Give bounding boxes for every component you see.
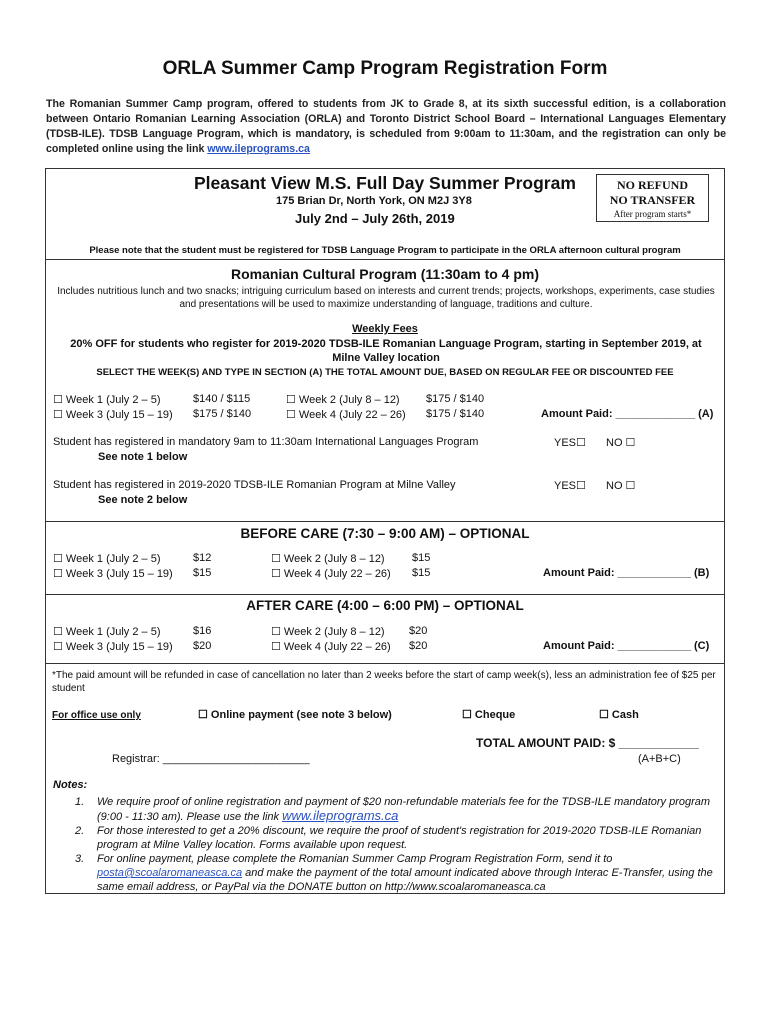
amount-paid-a[interactable] — [541, 408, 713, 420]
tdsb-requirement-note: Please note that the student must be registered for TDSB Language Program to participate in the ORLA afternoon cultural program — [89, 245, 681, 256]
q1-yes-checkbox[interactable]: YES☐ — [554, 437, 586, 449]
q2-yes-checkbox[interactable]: YES☐ — [554, 480, 586, 492]
before-week-1-fee: $12 — [193, 552, 212, 564]
program-dates: July 2nd – July 26th, 2019 — [295, 211, 455, 226]
note-3-number: 3. — [75, 853, 85, 865]
after-week-3-checkbox[interactable]: ☐ Week 3 (July 15 – 19) — [53, 641, 173, 653]
after-week-4-checkbox[interactable]: ☐ Week 4 (July 22 – 26) — [271, 641, 391, 653]
amount-paid-b[interactable] — [543, 567, 709, 579]
note-1 — [53, 795, 718, 824]
divider — [46, 259, 724, 260]
no-refund-box — [596, 174, 709, 222]
before-week-3-fee: $15 — [193, 567, 212, 579]
refund-note: *The paid amount will be refunded in case of cancellation no later than 2 weeks before the start of camp week(s), less an administration fee of $25 per student — [52, 670, 716, 694]
after-week-4-fee: $20 — [409, 640, 428, 652]
intro-paragraph — [46, 97, 726, 157]
note-2-number: 2. — [75, 825, 85, 837]
discount-text: 20% OFF for students who register for 2019-2020 TDSB-ILE Romanian Language Program, starting in September 2019, at Milne Valley location — [70, 338, 702, 364]
program-address: 175 Brian Dr, North York, ON M2J 3Y8 — [276, 195, 472, 207]
question-romanian-registration: Student has registered in 2019-2020 TDSB-ILE Romanian Program at Milne Valley — [53, 479, 456, 491]
after-week-1-checkbox[interactable]: ☐ Week 1 (July 2 – 5) — [53, 626, 161, 638]
note-3 — [53, 852, 718, 894]
cultural-week-3-fee: $175 / $140 — [193, 408, 252, 420]
total-amount-paid[interactable]: TOTAL AMOUNT PAID: $ ____________ — [476, 736, 699, 750]
after-week-3-fee: $20 — [193, 640, 212, 652]
cultural-description: Includes nutritious lunch and two snacks; intriguing curriculum based on interests and current trends; projects, workshops, experiments, case studies and presentations will be used to maximize understanding of language, traditions and culture. — [57, 286, 715, 310]
email-link[interactable]: posta@scoalaromaneasca.ca — [97, 867, 243, 879]
after-care-heading: AFTER CARE (4:00 – 6:00 PM) – OPTIONAL — [246, 598, 524, 613]
office-use-label: For office use only — [52, 710, 141, 721]
no-refund-text: NO REFUND — [617, 178, 688, 192]
after-week-1-fee: $16 — [193, 625, 212, 637]
amount-paid-c[interactable] — [543, 640, 709, 652]
before-week-3-checkbox[interactable]: ☐ Week 3 (July 15 – 19) — [53, 568, 173, 580]
selection-instruction: SELECT THE WEEK(S) AND TYPE IN SECTION (A) THE TOTAL AMOUNT DUE, BASED ON REGULAR FEE OR DISCOUNTED FEE — [96, 367, 674, 378]
amount-paid-a-text: Amount Paid: _____________ (A) — [541, 408, 714, 420]
cultural-week-2-checkbox[interactable]: ☐ Week 2 (July 8 – 12) — [286, 394, 400, 406]
before-care-heading: BEFORE CARE (7:30 – 9:00 AM) – OPTIONAL — [240, 526, 530, 541]
online-payment-checkbox[interactable]: ☐ Online payment (see note 3 below) — [198, 709, 392, 721]
before-week-2-fee: $15 — [412, 552, 431, 564]
program-title: Pleasant View M.S. Full Day Summer Program — [194, 173, 576, 193]
notes-list — [53, 795, 718, 894]
note-3-text-a: For online payment, please complete the Romanian Summer Camp Program Registration Form, send it to — [97, 853, 613, 865]
cultural-week-2-fee: $175 / $140 — [426, 393, 485, 405]
no-transfer-text: NO TRANSFER — [609, 193, 696, 207]
cultural-week-4-fee: $175 / $140 — [426, 408, 485, 420]
weekly-fees-title: Weekly Fees — [352, 323, 418, 335]
amount-paid-c-text: Amount Paid: ____________ (C) — [543, 640, 710, 652]
notes-heading: Notes: — [53, 779, 88, 791]
note-2 — [53, 824, 718, 852]
note-1-ileprograms-link[interactable]: www.ileprograms.ca — [282, 808, 399, 823]
after-program-text: After program starts* — [613, 209, 692, 219]
cheque-checkbox[interactable]: ☐ Cheque — [462, 709, 516, 721]
note-1-number: 1. — [75, 796, 85, 808]
cash-checkbox[interactable]: ☐ Cash — [599, 709, 639, 721]
q1-no-checkbox[interactable]: NO ☐ — [606, 437, 636, 449]
cultural-week-3-checkbox[interactable]: ☐ Week 3 (July 15 – 19) — [53, 409, 173, 421]
cultural-week-1-checkbox[interactable]: ☐ Week 1 (July 2 – 5) — [53, 394, 161, 406]
see-note-1: See note 1 below — [98, 451, 188, 463]
total-formula: (A+B+C) — [638, 753, 681, 765]
divider — [46, 594, 724, 595]
after-week-2-fee: $20 — [409, 625, 428, 637]
question-ile-registration: Student has registered in mandatory 9am to 11:30am International Languages Program — [53, 436, 479, 448]
cultural-week-1-fee: $140 / $115 — [193, 393, 251, 405]
before-week-2-checkbox[interactable]: ☐ Week 2 (July 8 – 12) — [271, 553, 385, 565]
ileprograms-link[interactable]: www.ileprograms.ca — [207, 143, 310, 155]
cultural-week-4-checkbox[interactable]: ☐ Week 4 (July 22 – 26) — [286, 409, 406, 421]
cultural-heading: Romanian Cultural Program (11:30am to 4 pm) — [230, 266, 540, 282]
before-week-1-checkbox[interactable]: ☐ Week 1 (July 2 – 5) — [53, 553, 161, 565]
note-3-text-b: and make the payment of the total amount indicated above through Interac E-Transfer, using the same email address, or PayPal via the DONATE button on http://www.scoalaromaneasca.ca — [97, 867, 713, 893]
before-week-4-fee: $15 — [412, 567, 431, 579]
registrar-field[interactable]: Registrar: ________________________ — [112, 753, 310, 765]
note-1-text: We require proof of online registration and payment of $20 non-refundable materials fee for the TDSB-ILE mandatory program (9:00 - 11:30 am). Please use the link — [97, 796, 711, 823]
q2-no-checkbox[interactable]: NO ☐ — [606, 480, 636, 492]
divider — [46, 663, 724, 664]
amount-paid-b-text: Amount Paid: ____________ (B) — [543, 567, 710, 579]
divider — [46, 521, 724, 522]
after-week-2-checkbox[interactable]: ☐ Week 2 (July 8 – 12) — [271, 626, 385, 638]
registration-form — [45, 168, 725, 894]
intro-text: The Romanian Summer Camp program, offered to students from JK to Grade 8, at its sixth successful edition, is a collaboration between Ontario Romanian Learning Association (ORLA) and Toronto District School Board – International Languages Elementary (TDSB-ILE). TDSB Language Program, which is mandatory, is scheduled from 9:00am to 11:30am, and the registration can only be completed online using the link — [46, 98, 726, 155]
see-note-2: See note 2 below — [98, 494, 188, 506]
before-week-4-checkbox[interactable]: ☐ Week 4 (July 22 – 26) — [271, 568, 391, 580]
page-title: ORLA Summer Camp Program Registration Form — [162, 58, 608, 79]
note-2-text: For those interested to get a 20% discount, we require the proof of student's registration for 2019-2020 TDSB-ILE Romanian program at Milne Valley location. Forms available upon request. — [97, 825, 702, 851]
